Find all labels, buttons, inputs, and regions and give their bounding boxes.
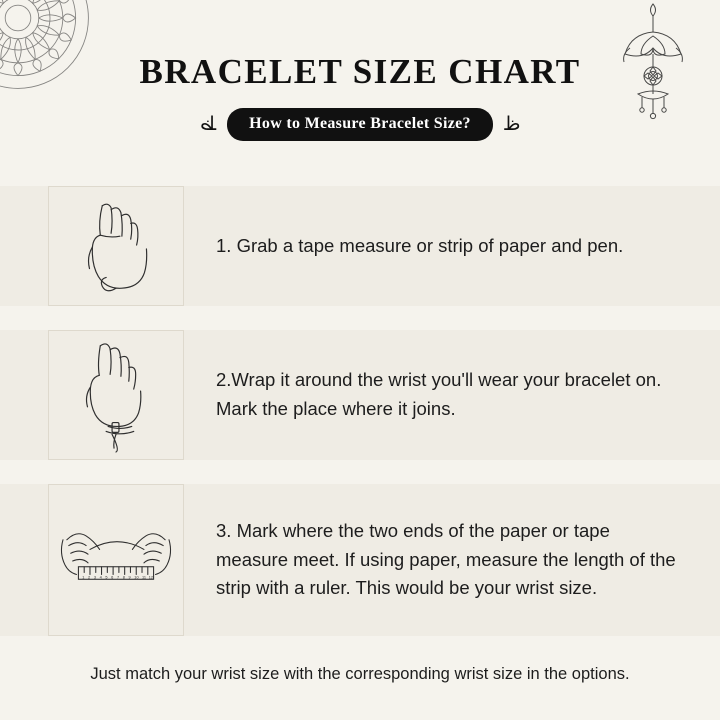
svg-text:11: 11	[142, 575, 147, 580]
hand-with-tape-icon	[48, 330, 184, 460]
flourish-right-icon: ظ	[502, 113, 521, 135]
steps-list	[0, 186, 720, 660]
svg-text:6: 6	[111, 575, 114, 580]
svg-text:4: 4	[99, 575, 102, 580]
svg-text:7: 7	[116, 575, 120, 580]
step-2-text: 2.Wrap it around the wrist you'll wear your bracelet on. Mark the place where it joins.	[216, 369, 662, 419]
subtitle-row	[0, 108, 720, 141]
closed-fist-icon	[48, 186, 184, 306]
subtitle-badge: How to Measure Bracelet Size?	[227, 108, 493, 141]
page-title: BRACELET SIZE CHART	[139, 52, 581, 91]
list-item	[0, 186, 720, 306]
svg-text:10: 10	[134, 575, 139, 580]
svg-text:3: 3	[93, 575, 96, 580]
footer-note: Just match your wrist size with the corresponding wrist size in the options.	[90, 665, 630, 683]
step-3-text: 3. Mark where the two ends of the paper or tape measure meet. If using paper, measure the length of the strip with a ruler. This would be your wrist size.	[216, 519, 676, 599]
svg-text:8: 8	[122, 575, 125, 580]
list-item	[0, 484, 720, 636]
svg-text:9: 9	[128, 575, 131, 580]
list-item	[0, 330, 720, 460]
svg-text:5: 5	[105, 575, 108, 580]
svg-text:12: 12	[148, 575, 154, 580]
svg-text:2: 2	[88, 575, 91, 580]
svg-text:1: 1	[82, 575, 85, 580]
flourish-left-icon: ظ	[199, 113, 218, 135]
ruler-measure-icon	[48, 484, 184, 636]
step-1-text: 1. Grab a tape measure or strip of paper and pen.	[216, 234, 624, 256]
